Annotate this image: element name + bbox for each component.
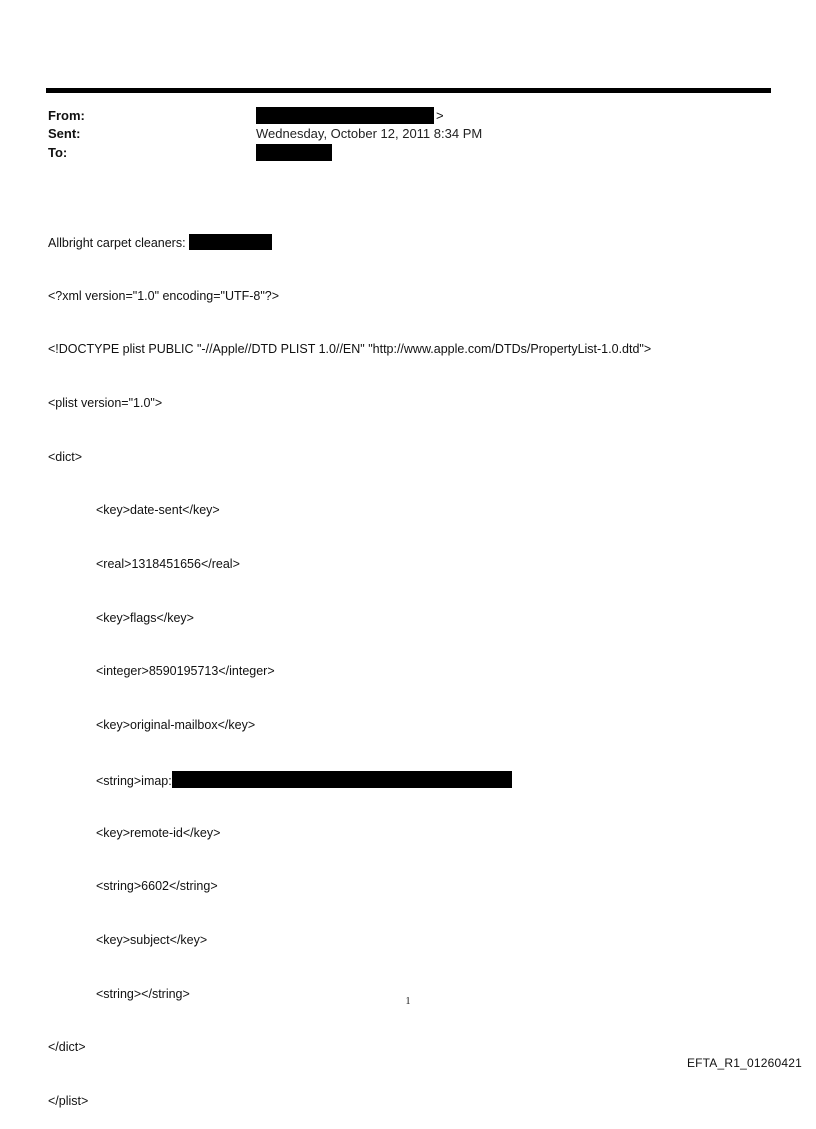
plist-line: <dict> xyxy=(48,449,83,464)
plist-line: <string></string> xyxy=(96,986,190,1001)
email-body xyxy=(48,198,651,1129)
plist-line: <key>subject</key> xyxy=(96,932,208,947)
to-redaction xyxy=(256,144,332,161)
bates-number: EFTA_R1_01260421 xyxy=(686,1056,802,1070)
body-intro-line xyxy=(48,234,651,252)
plist-line: </plist> xyxy=(48,1094,89,1109)
from-label: From: xyxy=(48,108,85,123)
sent-value: Wednesday, October 12, 2011 8:34 PM xyxy=(256,126,483,141)
plist-line: </dict> xyxy=(48,1040,86,1055)
plist-line: <plist version="1.0"> xyxy=(48,395,163,410)
from-redaction xyxy=(256,107,434,124)
intro-redaction xyxy=(189,234,272,250)
plist-line: <real>1318451656</real> xyxy=(96,557,240,572)
plist-line: <!DOCTYPE plist PUBLIC "-//Apple//DTD PLIST 1.0//EN" "http://www.apple.com/DTDs/PropertyList-1.0.dtd"> xyxy=(48,342,652,357)
plist-line: <key>original-mailbox</key> xyxy=(96,718,256,733)
page-number: 1 xyxy=(405,996,411,1007)
plist-line-imap xyxy=(48,771,651,789)
to-label: To: xyxy=(48,145,68,160)
plist-line: <key>flags</key> xyxy=(96,610,194,625)
plist-line: <key>date-sent</key> xyxy=(96,503,220,518)
sent-label: Sent: xyxy=(48,126,81,141)
plist-line: <integer>8590195713</integer> xyxy=(96,664,275,679)
body-intro: Allbright carpet cleaners: xyxy=(48,235,190,250)
imap-prefix: <string>imap: xyxy=(96,773,172,788)
from-suffix: > xyxy=(436,108,444,123)
imap-redaction xyxy=(172,771,512,788)
plist-line: <?xml version="1.0" encoding="UTF-8"?> xyxy=(48,288,280,303)
plist-line: <string>6602</string> xyxy=(96,879,218,894)
header-rule xyxy=(46,88,771,93)
plist-line: <key>remote-id</key> xyxy=(96,825,221,840)
